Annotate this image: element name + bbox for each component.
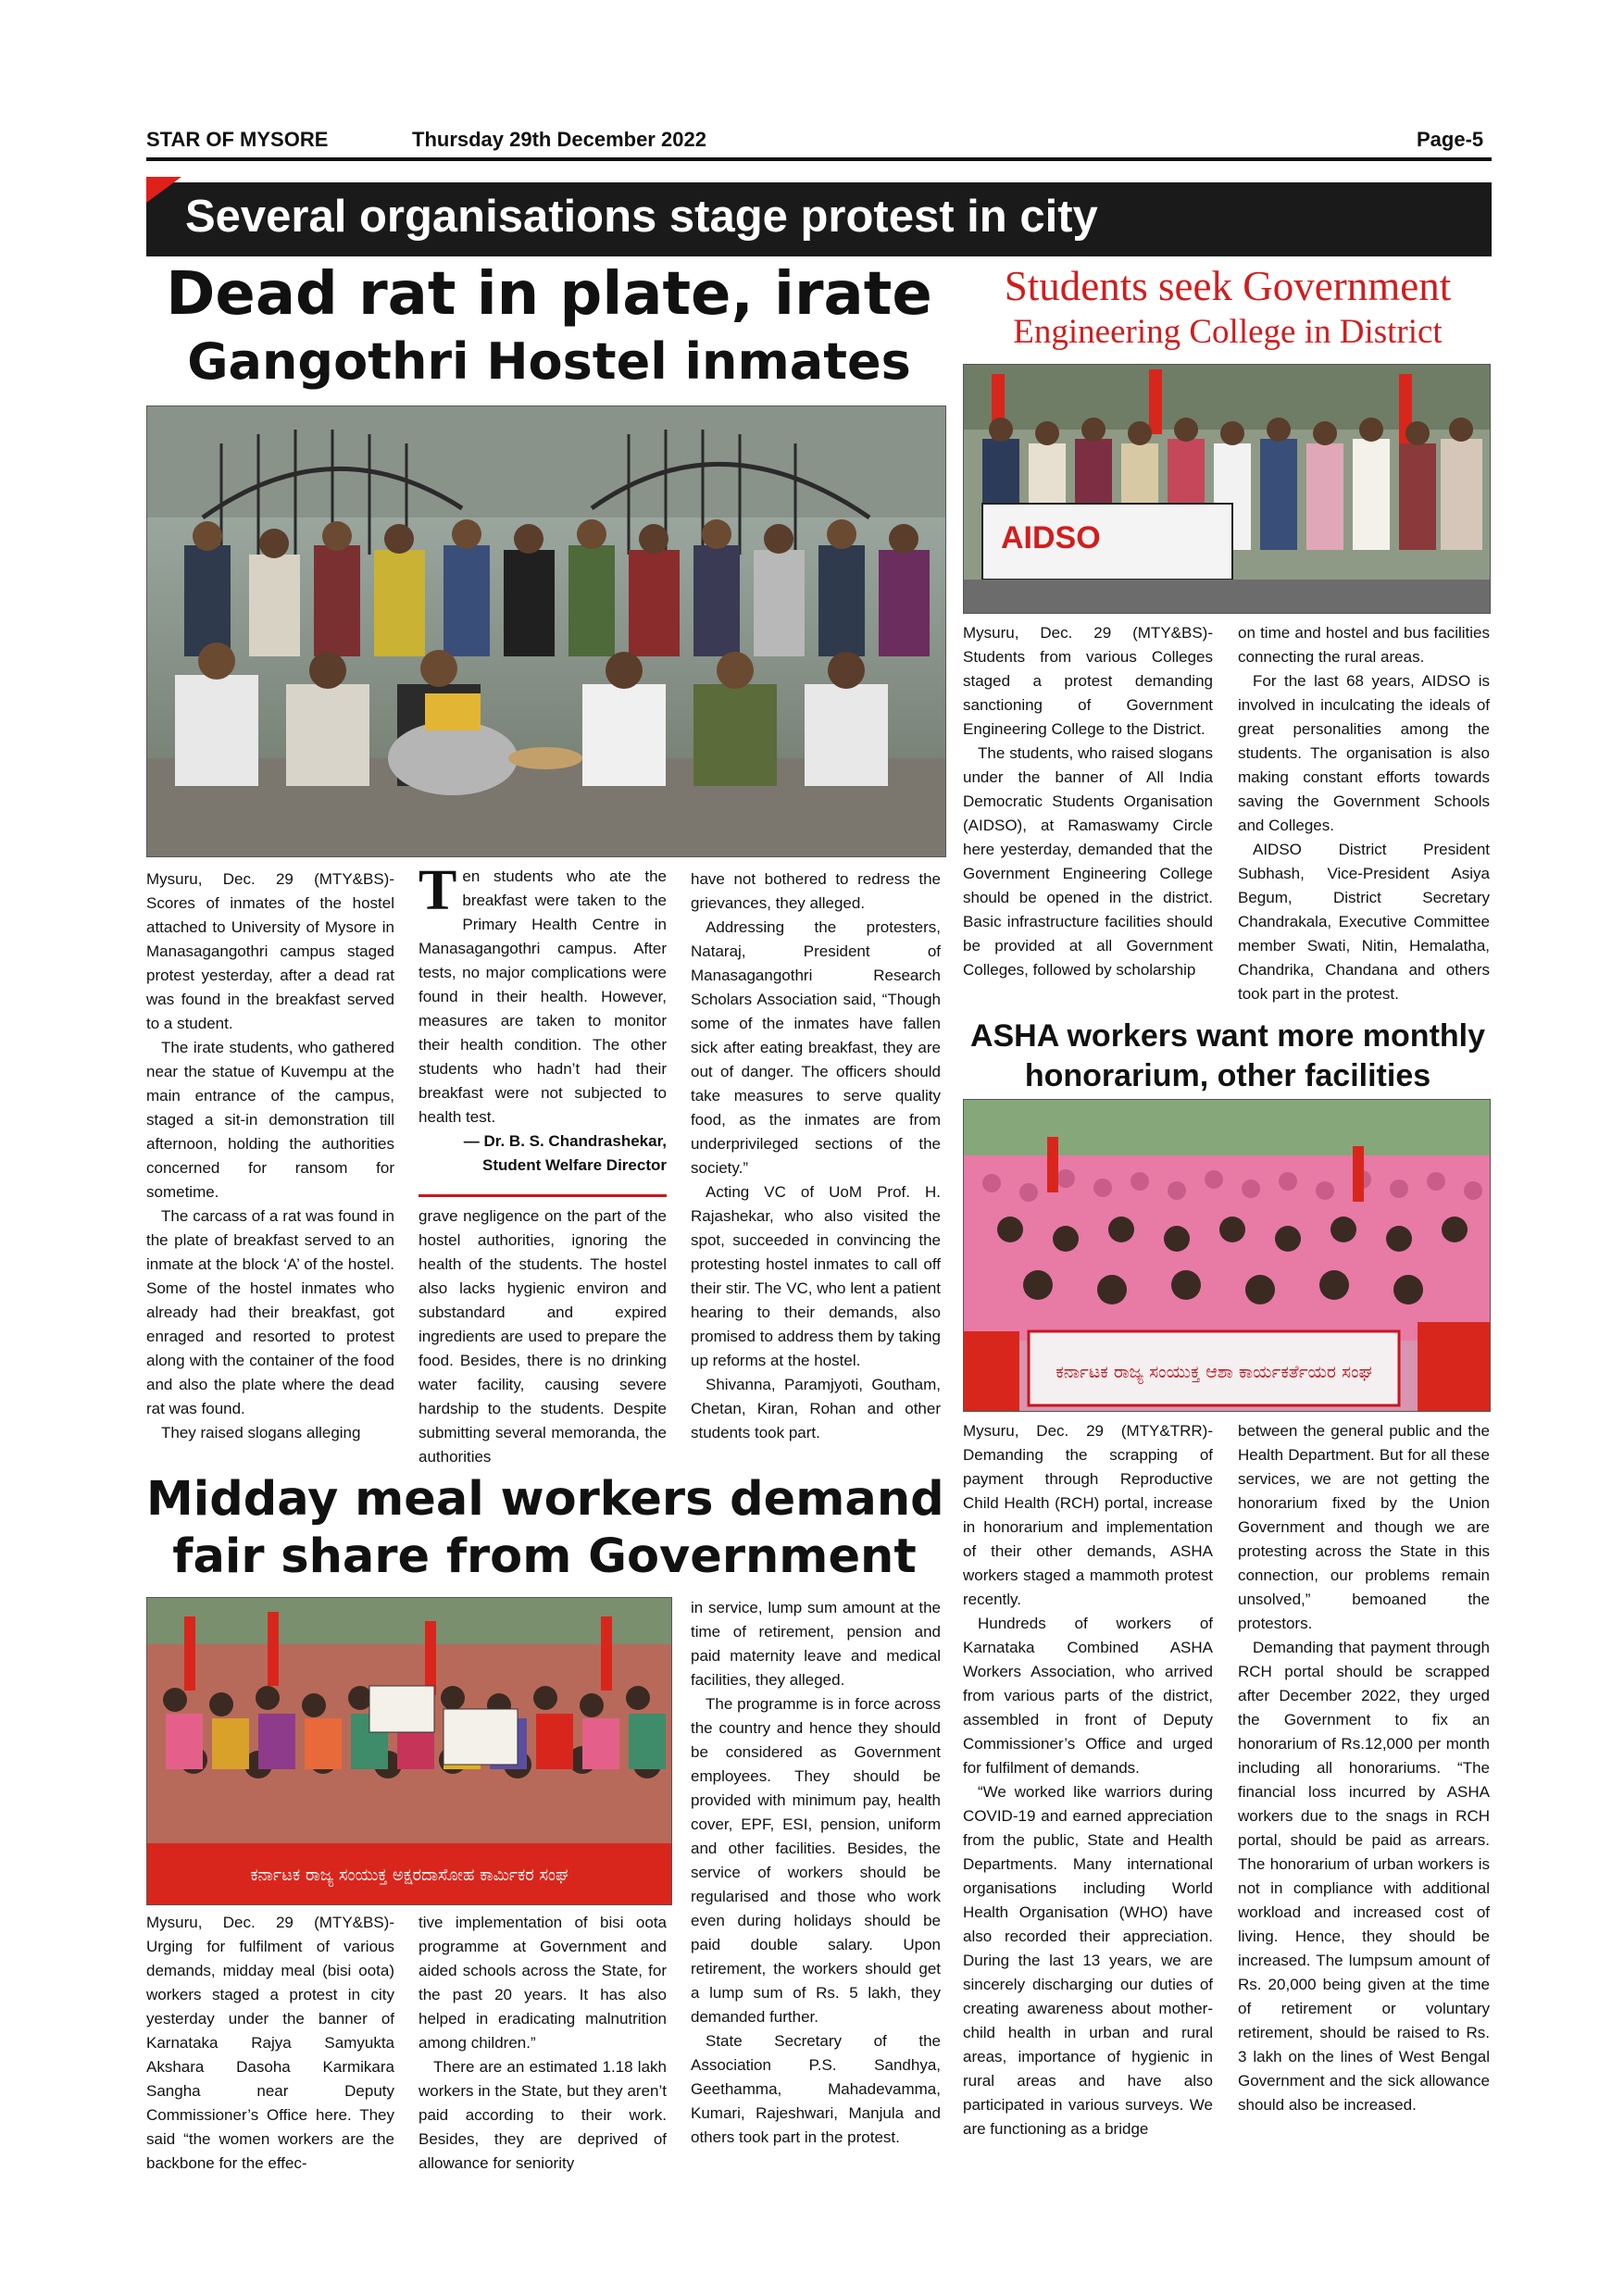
- story3-headline-line2: honorarium, other facilities: [1024, 1058, 1431, 1093]
- midday-banner-text: ಕರ್ನಾಟಕ ರಾಜ್ಯ ಸಂಯುಕ್ತ ಅಕ್ಷರದಾಸೋಹ ಕಾರ್ಮಿಕರ ಸಂಘ: [250, 1866, 568, 1885]
- midday-meal-protest-photo: [146, 1597, 672, 1905]
- quote-text: en students who ate the breakfast were taken to the Primary Health Centre in Manasagangothri campus. After tests, no major complications were found in their health. However, measures are taken to monitor their health condition. The other students who hadn’t had their breakfast were not subjected to health test.: [418, 867, 667, 1126]
- story3-column-1: [963, 1419, 1213, 2141]
- asha-banner-text: ಕರ್ನಾಟಕ ರಾಜ್ಯ ಸಂಯುಕ್ತ ಆಶಾ ಕಾರ್ಯಕರ್ತೆಯರ ಸಂಘ: [1056, 1362, 1372, 1382]
- story1-paragraph: Mysuru, Dec. 29 (MTY&BS)- Scores of inmates of the hostel attached to University of Mysore in Manasagangothri campus staged protest yesterday, after a dead rat was found in the breakfast served to a student.: [146, 870, 394, 1032]
- hostel-protest-photo: [146, 406, 946, 857]
- story3-paragraph: Demanding that payment through RCH portal should be scrapped after December 2022, they urged the Government to fix an honorarium of Rs.12,000 per month including all honorariums. “The financial loss incurred by ASHA workers due to the snags in RCH portal, should be paid as arrears. The honorarium of urban workers is not in compliance with additional workload and increased cost of living. Hence, they should be increased. The lumpsum amount of Rs. 20,000 being given at the time of retirement or voluntary retirement, should be raised to Rs. 3 lakh on the lines of West Bengal Government and the sick allowance should also be increased.: [1238, 1639, 1490, 2114]
- issue-date: Thursday 29th December 2022: [412, 128, 706, 151]
- story1-paragraph: Shivanna, Paramjyoti, Goutham, Chetan, Kiran, Rohan and other students took part.: [691, 1376, 941, 1441]
- story2-paragraph: AIDSO District President Subhash, Vice-President Asiya Begum, District Secretary Chandrakala, Executive Committee member Swati, Nitin, Hemalatha, Chandrika, Chandana and others took part in the protest.: [1238, 841, 1490, 1003]
- story2-headline-line2: Engineering College in District: [1013, 313, 1443, 351]
- story2-paragraph: Mysuru, Dec. 29 (MTY&BS)- Students from various Colleges staged a protest demanding sanctioning of Government Engineering College to the District.: [963, 624, 1213, 738]
- story1-paragraph: have not bothered to redress the grievances, they alleged.: [691, 870, 941, 912]
- story2-paragraph: on time and hostel and bus facilities connecting the rural areas.: [1238, 624, 1490, 666]
- aidso-banner-text: AIDSO: [1001, 520, 1101, 555]
- page-number: Page-5: [1417, 128, 1484, 151]
- story2-paragraph: The students, who raised slogans under the banner of All India Democratic Students Organisation (AIDSO), at Ramaswamy Circle here yesterday, demanded that the Government Engineering College should be opened in the district. Basic infrastructure facilities should be provided at all Government Colleges, followed by scholarship: [963, 744, 1213, 979]
- asha-protest-illustration: [964, 1100, 1490, 1411]
- story3-column-2: [1238, 1419, 1490, 2117]
- story4-column-3: [691, 1596, 941, 2150]
- story1-column-2: [418, 1204, 667, 1469]
- quote-author: — Dr. B. S. Chandrashekar,: [463, 1132, 667, 1150]
- story4-paragraph: The programme is in force across the country and hence they should be considered as Government employees. They should be provided with minimum pay, health cover, EPF, ESI, pension, uniform and other facilities. Besides, the service of workers should be regularised and those who work even during holidays should be paid double salary. Upon retirement, the workers should get a lump sum of Rs. 5 lakh, they demanded further.: [691, 1695, 941, 2026]
- story3-paragraph: “We worked like warriors during COVID-19 and earned appreciation from the public, State and Health Departments. Many international organisations including World Health Organisation (WHO) have also recorded their appreciation. During the last 13 years, we are sincerely discharging our duties of creating awareness about mother-child health in urban and rural areas, importance of hygienic in rural areas and have also participated in various surveys. We are functioning as a bridge: [963, 1783, 1213, 2138]
- story1-headline-line1: Dead rat in plate, irate: [166, 260, 932, 329]
- newspaper-name: STAR OF MYSORE: [146, 128, 329, 151]
- story3-paragraph: Hundreds of workers of Karnataka Combined ASHA Workers Association, who arrived from various parts of the district, assembled in front of Deputy Commissioner’s Office and urged for fulfilment of demands.: [963, 1615, 1213, 1777]
- story2-column-2: [1238, 621, 1490, 1006]
- aidso-protest-illustration: [964, 365, 1490, 613]
- story1-paragraph: Acting VC of UoM Prof. H. Rajashekar, who also visited the spot, succeeded in convincing the protesting hostel inmates to call off their stir. The VC, who lent a patient hearing to their demands, also promised to address them by taking up reforms at the hostel.: [691, 1183, 941, 1369]
- aidso-protest-photo: [963, 364, 1491, 614]
- story1-pull-quote: [418, 859, 667, 1178]
- story1-paragraph: The irate students, who gathered near the statue of Kuvempu at the main entrance of the campus, staged a sit-in demonstration till afternoon, holding the authorities concerned for ransom for sometime.: [146, 1039, 394, 1201]
- story1-headline-line2: Gangothri Hostel inmates: [187, 332, 911, 391]
- story2-headline-line1: Students seek Government: [1004, 263, 1452, 309]
- story1-column-3: [691, 867, 941, 1445]
- quote-author-title: Student Welfare Director: [481, 1156, 667, 1174]
- story3-paragraph: Mysuru, Dec. 29 (MTY&TRR)- Demanding the scrapping of payment through Reproductive Child Health (RCH) portal, increase in honorarium and implementation of their other demands, ASHA workers staged a mammoth protest recently.: [963, 1422, 1213, 1608]
- story4-paragraph: tive implementation of bisi oota programme at Government and aided schools across the State, for the past 20 years. It has also helped in eradicating malnutrition among children.”: [418, 1914, 667, 2052]
- story4-paragraph: in service, lump sum amount at the time of retirement, pension and paid maternity leave and medical facilities, they alleged.: [691, 1599, 941, 1689]
- story3-headline-line1: ASHA workers want more monthly: [969, 1018, 1486, 1054]
- story1-paragraph: Addressing the protesters, Nataraj, President of Manasagangothri Research Scholars Association said, “Though some of the inmates have fallen sick after eating breakfast, they are out of danger. The officers should take measures to serve quality food, as the inmates are from underprivileged sections of the society.”: [691, 918, 941, 1177]
- story4-paragraph: State Secretary of the Association P.S. Sandhya, Geethamma, Mahadevamma, Kumari, Rajeshwari, Manjula and others took part in the protest.: [691, 2032, 941, 2146]
- story4-paragraph: There are an estimated 1.18 lakh workers in the State, but they aren’t paid according to their work. Besides, they are deprived of allowance for seniority: [418, 2058, 667, 2172]
- story4-headline-line1: Midday meal workers demand: [146, 1472, 944, 1527]
- hostel-protest-illustration: [147, 406, 945, 856]
- story2-column-1: [963, 621, 1213, 982]
- story3-paragraph: between the general public and the Health Department. But for all these services, we are not getting the honorarium fixed by the Union Government and though we are protesting across the State in this connection, our problems remain unsolved,” bemoaned the protestors.: [1238, 1422, 1490, 1632]
- masthead-rule: [146, 157, 1492, 161]
- story1-paragraph: They raised slogans alleging: [161, 1424, 361, 1441]
- story1-column-1: [146, 867, 394, 1445]
- story1-paragraph: The carcass of a rat was found in the plate of breakfast served to an inmate at the block ‘A’ of the hostel. Some of the hostel inmates who already had their breakfast, got enraged and resorted to protest along with the container of the food and also the plate where the dead rat was found.: [146, 1207, 394, 1417]
- story4-headline-line2: fair share from Government: [172, 1529, 917, 1584]
- quote-drop-cap: T: [418, 859, 457, 922]
- quote-divider: [418, 1194, 667, 1197]
- story1-paragraph: grave negligence on the part of the hostel authorities, ignoring the health of the students. The hostel also lacks hygienic environ and substandard and expired ingredients are used to prepare the food. Besides, there is no drinking water facility, causing severe hardship to the students. Despite submitting several memoranda, the authorities: [418, 1207, 667, 1466]
- midday-meal-protest-illustration: [147, 1598, 671, 1904]
- banner-corner-marker: [146, 177, 181, 203]
- section-banner-title: Several organisations stage protest in city: [185, 192, 1098, 242]
- story4-column-2: [418, 1911, 667, 2176]
- story4-column-1: [146, 1911, 394, 2176]
- asha-protest-photo: [963, 1099, 1491, 1412]
- story4-paragraph: Mysuru, Dec. 29 (MTY&BS)- Urging for fulfilment of various demands, midday meal (bisi oota) workers staged a protest in city yesterday under the banner of Karnataka Rajya Samyukta Akshara Dasoha Karmikara Sangha near Deputy Commissioner’s Office here. They said “the women workers are the backbone for the effec-: [146, 1914, 394, 2172]
- story2-paragraph: For the last 68 years, AIDSO is involved in inculcating the ideals of great personalities among the students. The organisation is also making constant efforts towards saving the Government Schools and Colleges.: [1238, 672, 1490, 834]
